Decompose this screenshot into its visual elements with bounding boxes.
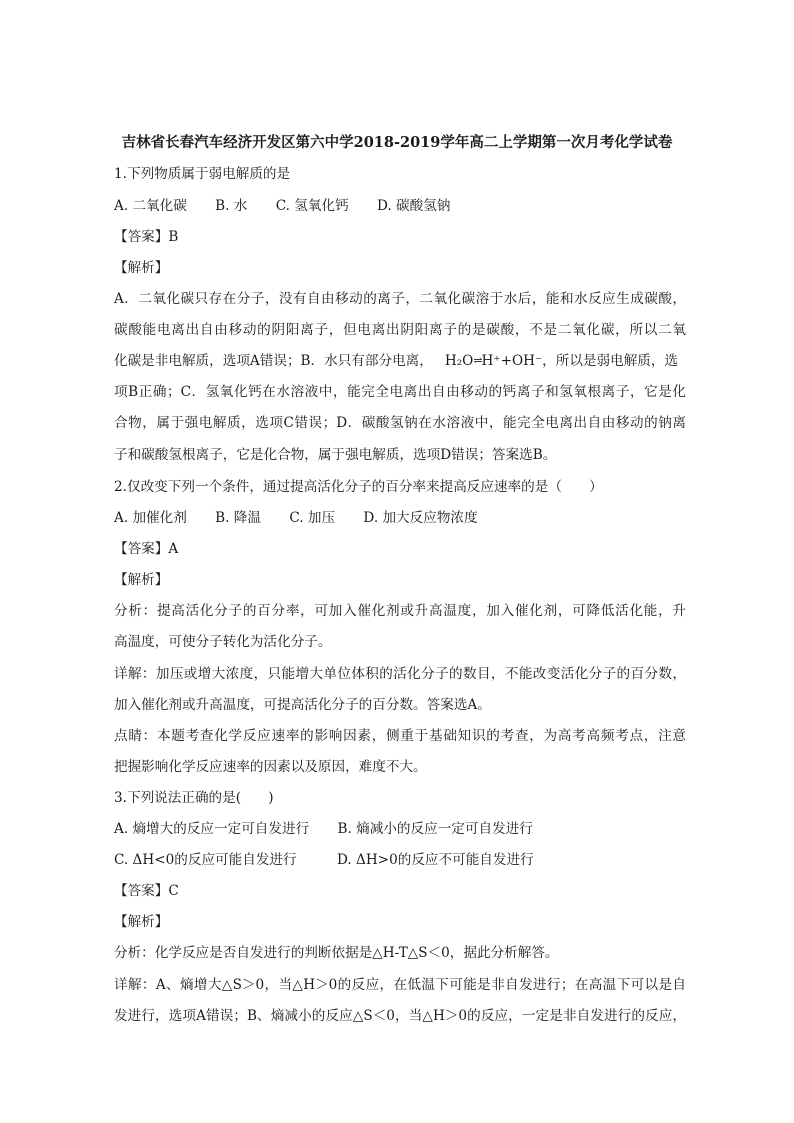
question-3-options-row-1: [114, 820, 686, 838]
analysis-text: 化碳是非电解质，选项A错误；B．水只有部分电离，: [114, 353, 433, 369]
option-d: D. ΔH>0的反应不可能自发进行: [336, 852, 534, 868]
question-3-options-row-2: [114, 851, 686, 869]
option-c: C. ΔH<0的反应可能自发进行: [114, 852, 297, 868]
question-2-analysis-line: 加入催化剂或升高温度，可提高活化分子的百分数。答案选A。: [114, 697, 491, 713]
question-3-answer: 【答案】C: [114, 883, 179, 899]
option-b: B. 降温: [215, 510, 261, 526]
equation-rhs: H⁺+OH⁻: [481, 353, 543, 369]
option-a: A. 加催化剂: [114, 510, 187, 526]
option-b: B. 熵减小的反应一定可自发进行: [337, 821, 533, 837]
question-2-options: [114, 509, 686, 527]
question-2-analysis-line: 把握影响化学反应速率的因素以及原因，难度不大。: [114, 759, 427, 775]
question-1-options: [114, 197, 686, 215]
question-2-analysis-label: 【解析】: [114, 572, 169, 588]
equation-lhs: H₂O: [444, 353, 474, 369]
question-1-analysis-line: A．二氧化碳只存在分子，没有自由移动的离子，二氧化碳溶于水后，能和水反应生成碳酸，: [114, 291, 686, 307]
question-1-analysis-label: 【解析】: [114, 260, 169, 276]
question-1-analysis-line: 子和碳酸氢根离子，它是化合物，属于强电解质，选项D错误；答案选B。: [114, 447, 557, 463]
question-1-stem: 1.下列物质属于弱电解质的是: [114, 166, 291, 182]
question-1-analysis-line: 合物，属于强电解质，选项C错误；D．碳酸氢钠在水溶液中，能完全电离出自由移动的钠离: [114, 415, 686, 431]
question-1-analysis-line: 碳酸能电离出自由移动的阴阳离子，但电离出阴阳离子的是碳酸，不是二氧化碳，所以二氧: [114, 322, 686, 338]
question-1-answer: 【答案】B: [114, 229, 179, 245]
question-3-analysis-line: 详解：A、熵增大△S＞0，当△H＞0的反应，在低温下可能是非自发进行；在高温下可以是自: [114, 977, 686, 993]
question-3-stem: 3.下列说法正确的是( ): [114, 790, 274, 806]
question-2-answer: 【答案】A: [114, 541, 179, 557]
option-a: A. 熵增大的反应一定可自发进行: [114, 821, 310, 837]
option-d: D. 加大反应物浓度: [363, 510, 478, 526]
option-a: A. 二氧化碳: [114, 198, 187, 214]
equilibrium-arrow-icon: ⇌: [473, 354, 482, 367]
question-2-analysis-line: 详解：加压或增大浓度，只能增大单位体积的活化分子的数目，不能改变活化分子的百分数，: [114, 666, 686, 682]
question-2-analysis-line: 分析：提高活化分子的百分率，可加入催化剂或升高温度，加入催化剂，可降低活化能，升: [114, 603, 686, 619]
question-2-stem: 2.仅改变下列一个条件，通过提高活化分子的百分率来提高反应速率的是（ ）: [114, 479, 603, 495]
question-1-analysis-line: 项B正确；C．氢氧化钙在水溶液中，能完全电离出自由移动的钙离子和氢氧根离子，它是化: [114, 384, 686, 400]
document-title: 吉林省长春汽车经济开发区第六中学2018-2019学年高二上学期第一次月考化学试卷: [121, 134, 673, 151]
option-b: B. 水: [215, 198, 248, 214]
question-2-analysis-line: 高温度，可使分子转化为活化分子。: [114, 634, 332, 650]
question-3-analysis-line: 发进行，选项A错误；B、熵减小的反应△S＜0，当△H＞0的反应，一定是非自发进行的反应，: [114, 1008, 686, 1024]
analysis-text: ，所以是弱电解质，选: [542, 353, 679, 369]
question-2-analysis-line: 点睛：本题考查化学反应速率的影响因素，侧重于基础知识的考查，为高考高频考点，注意: [114, 728, 686, 744]
question-1-analysis-equation-line: [114, 352, 686, 370]
question-3-analysis-label: 【解析】: [114, 914, 169, 930]
option-c: C. 氢氧化钙: [275, 198, 349, 214]
question-3-analysis-line: 分析：化学反应是否自发进行的判断依据是△H-T△S＜0，据此分析解答。: [114, 945, 559, 961]
option-c: C. 加压: [289, 510, 336, 526]
option-d: D. 碳酸氢钠: [377, 198, 451, 214]
